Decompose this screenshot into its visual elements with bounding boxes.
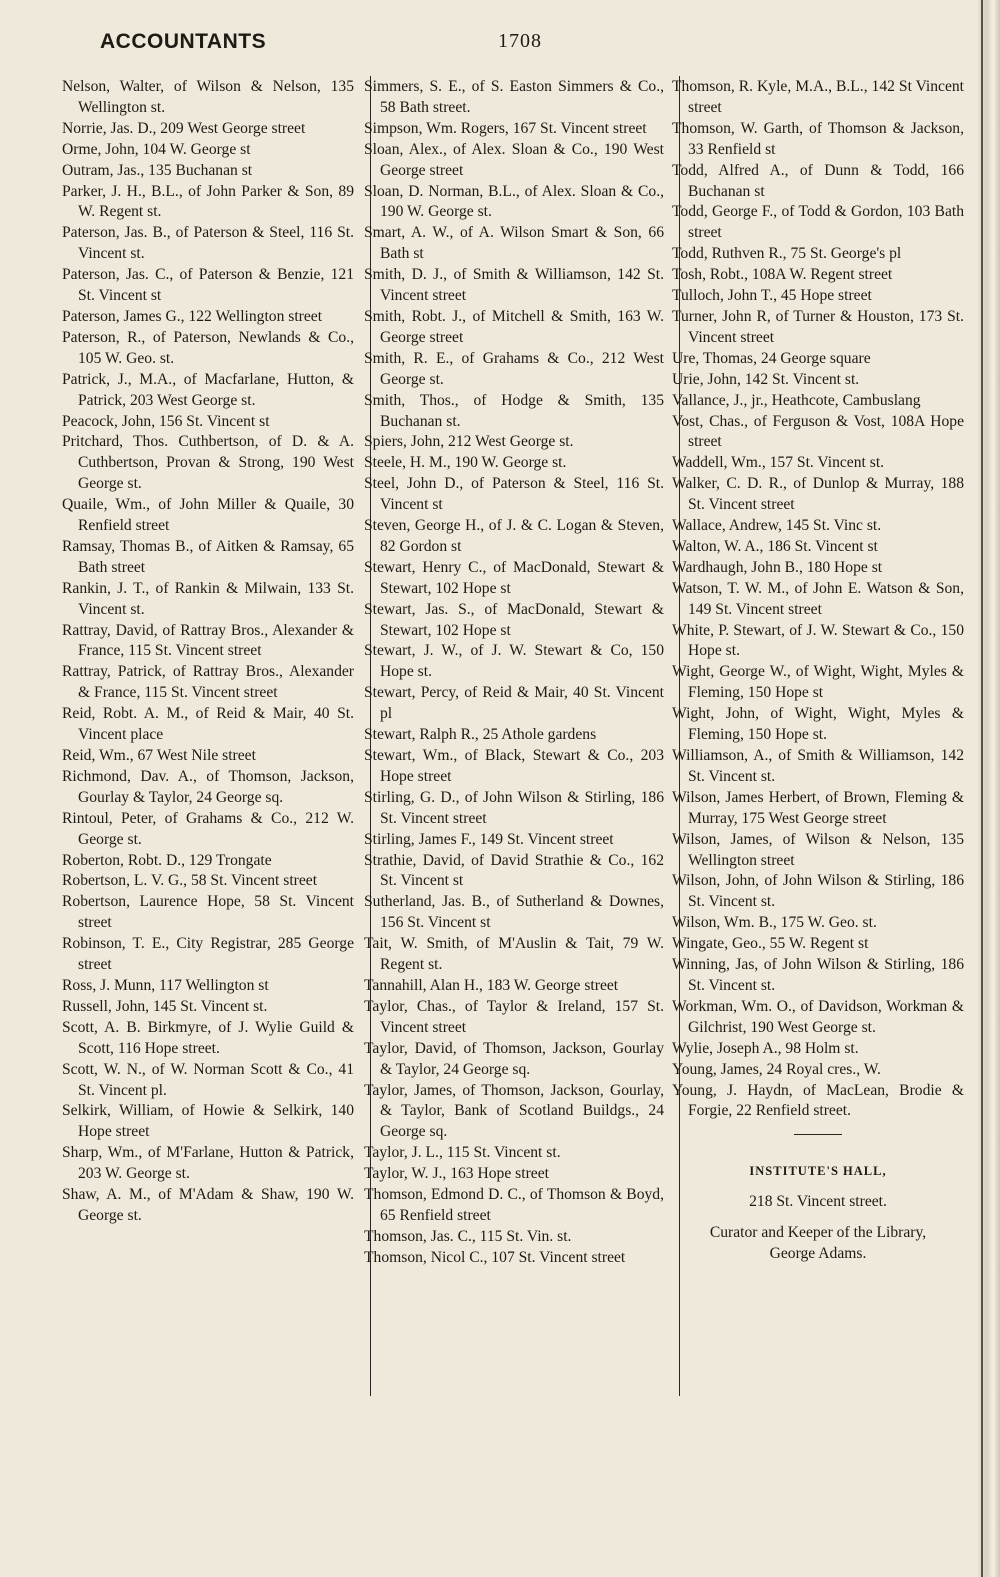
directory-entry: Ure, Thomas, 24 George square [672, 349, 871, 367]
directory-entry: Rankin, J. T., of Rankin & Milwain, 133 St. Vincent st. [62, 579, 354, 618]
directory-entry: Shaw, A. M., of M'Adam & Shaw, 190 W. George st. [62, 1186, 354, 1224]
directory-entry: Rattray, David, of Rattray Bros., Alexander & France, 115 St. Vincent street [62, 621, 354, 660]
directory-entry: Smith, D. J., of Smith & Williamson, 142 St. Vincent street [364, 266, 664, 305]
spine-edge-line [981, 0, 983, 1577]
directory-entry: Russell, John, 145 St. Vincent st. [62, 997, 268, 1015]
directory-entry: Vallance, J., jr., Heathcote, Cambuslang [672, 391, 921, 409]
note-address: 218 St. Vincent street. [749, 1193, 887, 1211]
directory-entry: Winning, Jas, of John Wilson & Stirling, 186 St. Vincent st. [672, 956, 964, 994]
directory-entry: Stirling, James F., 149 St. Vincent street [364, 830, 614, 848]
directory-entry: Paterson, R., of Paterson, Newlands & Co., 105 W. Geo. st. [62, 328, 354, 367]
directory-entry: Strathie, David, of David Strathie & Co., 162 St. Vincent st [364, 851, 664, 890]
directory-entry: Smith, R. E., of Grahams & Co., 212 West George st. [364, 349, 664, 388]
directory-entry: Paterson, Jas. B., of Paterson & Steel, 116 St. Vincent st. [62, 224, 354, 263]
directory-entry: Steven, George H., of J. & C. Logan & Steven, 82 Gordon st [364, 517, 664, 555]
directory-entry: Todd, George F., of Todd & Gordon, 103 Bath street [672, 203, 964, 242]
section-divider [794, 1134, 842, 1135]
directory-entry: Tait, W. Smith, of M'Auslin & Tait, 79 W. Regent st. [364, 935, 664, 974]
note-curator-title: Curator and Keeper of the Library, [709, 1224, 927, 1242]
directory-entry: Scott, W. N., of W. Norman Scott & Co., 41 St. Vincent pl. [62, 1060, 354, 1099]
directory-entry: Todd, Ruthven R., 75 St. George's pl [672, 245, 902, 263]
directory-entry: Ramsay, Thomas B., of Aitken & Ramsay, 65 Bath street [62, 537, 354, 576]
directory-entry: Taylor, W. J., 163 Hope street [364, 1165, 549, 1183]
directory-entry: Wilson, Wm. B., 175 W. Geo. st. [672, 914, 877, 932]
directory-entry: Tulloch, John T., 45 Hope street [672, 287, 872, 305]
directory-entry: Turner, John R, of Turner & Houston, 173 St. Vincent street [672, 307, 964, 346]
directory-entry: Robinson, T. E., City Registrar, 285 George street [62, 935, 354, 974]
directory-column-1 [62, 77, 354, 1227]
directory-entry: Rattray, Patrick, of Rattray Bros., Alexander & France, 115 St. Vincent street [62, 663, 354, 702]
directory-entry: Scott, A. B. Birkmyre, of J. Wylie Guild & Scott, 116 Hope street. [62, 1018, 354, 1057]
directory-entry: Vost, Chas., of Ferguson & Vost, 108A Hope street [672, 412, 964, 451]
directory-entry: Walker, C. D. R., of Dunlop & Murray, 188 St. Vincent street [672, 475, 964, 514]
directory-entry: Sloan, D. Norman, B.L., of Alex. Sloan & Co., 190 W. George st. [364, 182, 664, 221]
directory-entry: Tannahill, Alan H., 183 W. George street [364, 976, 619, 994]
directory-entry: Taylor, David, of Thomson, Jackson, Gourlay & Taylor, 24 George sq. [364, 1039, 664, 1078]
directory-entry: Thomson, Edmond D. C., of Thomson & Boyd, 65 Renfield street [364, 1186, 664, 1224]
directory-entry: Steel, John D., of Paterson & Steel, 116 St. Vincent st [364, 475, 664, 514]
directory-entry: Sloan, Alex., of Alex. Sloan & Co., 190 West George street [364, 140, 664, 179]
directory-entry: Sutherland, Jas. B., of Sutherland & Downes, 156 St. Vincent st [364, 893, 664, 932]
directory-entry: Wight, George W., of Wight, Wight, Myles & Fleming, 150 Hope st [672, 663, 964, 702]
directory-entry: Thomson, W. Garth, of Thomson & Jackson, 33 Renfield st [672, 119, 964, 158]
directory-entry: Robertson, Laurence Hope, 58 St. Vincent street [62, 893, 354, 932]
section-title: ACCOUNTANTS [100, 30, 267, 53]
directory-entry: Pritchard, Thos. Cuthbertson, of D. & A. Cuthbertson, Provan & Strong, 190 West George st. [62, 433, 354, 493]
directory-entry: Stewart, Wm., of Black, Stewart & Co., 203 Hope street [364, 747, 664, 785]
directory-column-3 [672, 77, 964, 1265]
directory-entry: Stewart, Ralph R., 25 Athole gardens [364, 726, 597, 744]
directory-entry: Waddell, Wm., 157 St. Vincent st. [672, 454, 885, 472]
directory-entry: Taylor, James, of Thomson, Jackson, Gourlay, & Taylor, Bank of Scotland Buildgs., 24 George sq. [364, 1081, 664, 1141]
directory-entry: Paterson, James G., 122 Wellington street [62, 307, 323, 325]
directory-entry: Richmond, Dav. A., of Thomson, Jackson, Gourlay & Taylor, 24 George sq. [62, 767, 354, 806]
directory-entry: Peacock, John, 156 St. Vincent st [62, 412, 270, 430]
directory-entry: Reid, Wm., 67 West Nile street [62, 747, 256, 764]
directory-entry: Sharp, Wm., of M'Farlane, Hutton & Patrick, 203 W. George st. [62, 1144, 354, 1183]
directory-entry: Orme, John, 104 W. George st [62, 140, 251, 158]
directory-entry: Thomson, Nicol C., 107 St. Vincent street [364, 1248, 626, 1266]
directory-entry: Taylor, J. L., 115 St. Vincent st. [364, 1144, 561, 1162]
directory-entry: Stirling, G. D., of John Wilson & Stirling, 186 St. Vincent street [364, 788, 664, 827]
directory-entry: Selkirk, William, of Howie & Selkirk, 140 Hope street [62, 1102, 354, 1141]
directory-entry: Thomson, Jas. C., 115 St. Vin. st. [364, 1227, 572, 1245]
directory-entry: Wight, John, of Wight, Wight, Myles & Fleming, 150 Hope st. [672, 705, 964, 744]
page-number: 1708 [498, 30, 542, 52]
directory-entry: Tosh, Robt., 108A W. Regent street [672, 266, 893, 284]
directory-entry: Williamson, A., of Smith & Williamson, 142 St. Vincent st. [672, 747, 964, 785]
directory-entry: Stewart, Percy, of Reid & Mair, 40 St. Vincent pl [364, 684, 664, 723]
directory-entry: Rintoul, Peter, of Grahams & Co., 212 W. George st. [62, 809, 354, 848]
directory-entry: Urie, John, 142 St. Vincent st. [672, 370, 860, 388]
directory-entry: Steele, H. M., 190 W. George st. [364, 454, 567, 472]
directory-entry: Robertson, L. V. G., 58 St. Vincent street [62, 872, 318, 890]
directory-entry: Workman, Wm. O., of Davidson, Workman & Gilchrist, 190 West George st. [672, 997, 964, 1036]
directory-entry: Outram, Jas., 135 Buchanan st [62, 161, 253, 179]
directory-entry: Wilson, James, of Wilson & Nelson, 135 Wellington street [672, 830, 964, 869]
directory-column-2 [364, 77, 664, 1269]
note-spacer [672, 1213, 964, 1223]
directory-entry: Walton, W. A., 186 St. Vincent st [672, 537, 878, 555]
directory-entry: Simpson, Wm. Rogers, 167 St. Vincent street [364, 119, 647, 137]
directory-entry: Stewart, J. W., of J. W. Stewart & Co, 150 Hope st. [364, 642, 664, 681]
directory-entry: Simmers, S. E., of S. Easton Simmers & Co., 58 Bath street. [364, 78, 664, 116]
directory-entry: Wardhaugh, John B., 180 Hope st [672, 558, 883, 576]
column-3-entries [672, 77, 964, 1122]
directory-entry: Roberton, Robt. D., 129 Trongate [62, 851, 272, 869]
directory-entry: Spiers, John, 212 West George st. [364, 433, 574, 451]
directory-entry: Todd, Alfred A., of Dunn & Todd, 166 Buchanan st [672, 161, 964, 200]
directory-entry: Reid, Robt. A. M., of Reid & Mair, 40 St. Vincent place [62, 705, 354, 744]
directory-entry: Young, J. Haydn, of MacLean, Brodie & Forgie, 22 Renfield street. [672, 1081, 964, 1120]
directory-entry: Paterson, Jas. C., of Paterson & Benzie, 121 St. Vincent st [62, 266, 354, 305]
directory-entry: Nelson, Walter, of Wilson & Nelson, 135 Wellington st. [62, 78, 354, 116]
directory-entry: Wilson, John, of John Wilson & Stirling, 186 St. Vincent st. [672, 872, 964, 911]
directory-entry: Patrick, J., M.A., of Macfarlane, Hutton, & Patrick, 203 West George st. [62, 370, 354, 409]
directory-entry: Smith, Thos., of Hodge & Smith, 135 Buchanan st. [364, 391, 664, 430]
directory-entry: Young, James, 24 Royal cres., W. [672, 1060, 881, 1078]
directory-entry: Stewart, Henry C., of MacDonald, Stewart & Stewart, 102 Hope st [364, 558, 664, 597]
directory-entry: Wylie, Joseph A., 98 Holm st. [672, 1039, 859, 1057]
directory-entry: Thomson, R. Kyle, M.A., B.L., 142 St Vincent street [672, 78, 964, 116]
directory-entry: Quaile, Wm., of John Miller & Quaile, 30 Renfield street [62, 496, 354, 535]
note-curator-name: George Adams. [769, 1245, 867, 1263]
directory-entry: Parker, J. H., B.L., of John Parker & Son, 89 W. Regent st. [62, 182, 354, 221]
directory-entry: Wallace, Andrew, 145 St. Vinc st. [672, 517, 882, 535]
directory-entry: Watson, T. W. M., of John E. Watson & Son, 149 St. Vincent street [672, 579, 964, 618]
directory-entry: Smith, Robt. J., of Mitchell & Smith, 163 W. George street [364, 307, 664, 346]
directory-entry: White, P. Stewart, of J. W. Stewart & Co., 150 Hope st. [672, 621, 964, 660]
directory-entry: Wilson, James Herbert, of Brown, Fleming & Murray, 175 West George street [672, 788, 964, 827]
directory-entry: Ross, J. Munn, 117 Wellington st [62, 976, 269, 994]
directory-entry: Norrie, Jas. D., 209 West George street [62, 119, 306, 137]
note-heading: INSTITUTE'S HALL, [749, 1164, 887, 1179]
directory-entry: Smart, A. W., of A. Wilson Smart & Son, 66 Bath st [364, 224, 664, 263]
directory-entry: Stewart, Jas. S., of MacDonald, Stewart & Stewart, 102 Hope st [364, 600, 664, 639]
directory-entry: Wingate, Geo., 55 W. Regent st [672, 935, 869, 953]
directory-entry: Taylor, Chas., of Taylor & Ireland, 157 St. Vincent street [364, 997, 664, 1036]
